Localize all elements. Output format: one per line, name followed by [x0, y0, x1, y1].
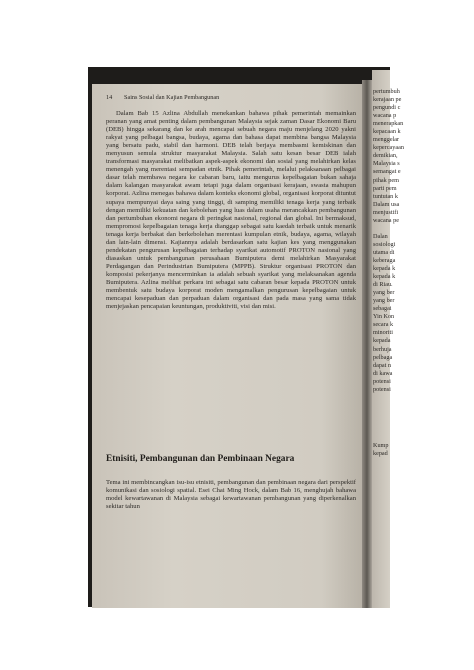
section-heading: Etnisiti, Pembangunan dan Pembinaan Negara: [106, 454, 295, 464]
facing-page-line: dapat n: [373, 361, 392, 369]
facing-page-line: potensi: [373, 385, 391, 393]
facing-page-line: sebagai: [373, 305, 392, 313]
facing-page-line: di kawa: [373, 369, 393, 377]
facing-page-line: pertumbuh: [373, 88, 400, 95]
facing-page-line: tuntutan k: [373, 192, 398, 200]
facing-page-line: yang ber: [373, 297, 395, 305]
facing-page-line: pelbaga: [373, 353, 393, 361]
facing-page-line: berhuja: [373, 345, 392, 353]
facing-page-line: semangat e: [373, 168, 401, 176]
facing-page-line: Malaysia s: [373, 160, 400, 168]
facing-page-line: pengundi c: [373, 104, 401, 112]
facing-page-line: kepada k: [373, 273, 396, 281]
facing-page-line: parti pem: [373, 184, 397, 192]
facing-page-line: utama di: [373, 248, 395, 256]
facing-page-line: [373, 394, 404, 402]
facing-page-line: [373, 426, 404, 434]
left-page: [92, 84, 362, 608]
facing-page-line: kerajaan pe: [373, 96, 402, 104]
facing-page-line: menggelar: [373, 136, 400, 144]
body-text-2: [106, 472, 356, 517]
paragraph-1: Dalam Bab 15 Azlina Abdullah menekankan bahawa pihak pemerintah memainkan peranan yang amat penting dalam pembangunan Malaysia sejak zaman Dasar Ekonomi Baru (DEB) hingga sekarang dan ke arah mencapai sebuah negara maju menjelang 2020 yakni rakyat yang pelbagai bangsa, budaya, agama dan bahasa dapat membina bangsa Malaysia yang bersatu padu, stabil dan harmoni. DEB telah berjaya membasmi kemiskinan dan menyusun semula struktur masyarakat Malaysia. Salah satu kesan besar DEB ialah transformasi masyarakat melibatkan aspek-aspek ekonomi dan sosial yang melahirkan kelas menengah yang merentasi sempadan etnik. Pihak pemerintah, melalui pelaksanaan pelbagai dasar telah membawa negara ke cabaran baru, iaitu mengurus kepelbagaian bukan sahaja dalam kalangan masyarakat awam tetapi juga dalam organisasi kerajaan, swasta mahupun korporat. Azlina menegas bahawa dalam konteks ekonomi global, organisasi korporat dituntut supaya mempunyai daya saing yang tinggi, di samping memiliki tenaga kerja yang terbaik dengan memiliki kekuatan dan kebolehan yang luas dalam usaha merancakkan pembangunan dan pertumbuhan ekonomi negara di peringkat nasional, regional dan global. Ini bermaksud, mempromosi kepelbagaian tenaga kerja dianggap sebagai satu kaedah terbaik untuk menarik tenaga kerja berbakat dan berkebolehan merentasi kumpulan etnik, budaya, agama, wilayah dan lain-lain dimensi. Kajiannya adalah berdasarkan satu kajian kes yang menggunakan pendekatan pengurusan kepelbagaian terhadap syarikat automotif PROTON nasional yang diasaskan untuk pembangunan perusahaan Bumiputera demi melahirkan Masyarakat Perdagangan dan Perindustrian Bumiputera (MPPB). Struktur organisasi PROTON dan komposisi pekerjanya mencerminkan ia adalah sebuah syarikat yang melaksanakan agenda Bumiputera. Azlina melihat perkara ini sebagai satu cabaran besar kepada PROTON untuk membentuk satu budaya korporat moden mengamalkan pengurusan kepelbagaian untuk mencapai kesepaduan dan perpaduan dalam organisasi dan pada masa yang sama tidak menjejaskan pencapaian keuntungan, produktiviti, visi dan misi.: [106, 110, 356, 311]
facing-page-line: secara k: [373, 321, 394, 329]
facing-page-line: [373, 418, 404, 426]
facing-page-line: kepercayaan: [373, 144, 404, 152]
facing-page-line: wacana pe: [373, 216, 399, 224]
facing-page-line: keberaga: [373, 256, 396, 264]
paragraph-2: Tema ini membincangkan isu-isu etnisiti, pembangunan dan pembinaan negara dari perspektif komunikasi dan sosiologi spatial. Esei Chai Ming Hock, dalam Bab 16, menghujah bahawa model kewartawanan di Malaysia sebagai kewartawanan pembangunan yang diperkenalkan sekitar tahun: [106, 478, 356, 510]
facing-page-line: minoriti: [373, 329, 393, 337]
facing-page-line: potensi: [373, 377, 391, 385]
running-title: Sains Sosial dan Kajian Pembangunan: [124, 94, 220, 101]
running-head: [106, 94, 354, 101]
page-number: 14: [106, 94, 113, 101]
facing-page-line: di Riau.: [373, 281, 393, 289]
facing-page-line: yang ber: [373, 289, 395, 297]
facing-page-line: kepad: [373, 450, 388, 458]
facing-page-line: wacana p: [373, 112, 397, 120]
facing-page-line: Dalam usa: [373, 200, 400, 208]
facing-page-line: demikian,: [373, 152, 398, 160]
facing-page-line: [373, 402, 404, 410]
facing-page-line: Dalan: [373, 232, 388, 240]
facing-page-line: [373, 410, 404, 418]
facing-page-line: [373, 434, 404, 442]
book-gutter: [362, 80, 372, 608]
facing-page-line: pihak pem: [373, 176, 399, 184]
facing-page-line: Kump: [373, 442, 389, 450]
facing-page-line: menerapkan: [373, 120, 404, 128]
facing-page-line: kepada k: [373, 265, 396, 273]
facing-page-line: [373, 225, 404, 233]
facing-page: [372, 70, 404, 608]
facing-page-line: Yin Kon: [373, 313, 395, 321]
facing-page-text: [373, 88, 404, 458]
facing-page-line: menjustifi: [373, 208, 399, 216]
facing-page-line: sosiologi: [373, 240, 396, 248]
facing-page-line: kepacaan k: [373, 128, 401, 136]
facing-page-line: kepada: [373, 337, 391, 345]
body-text: [106, 110, 356, 311]
